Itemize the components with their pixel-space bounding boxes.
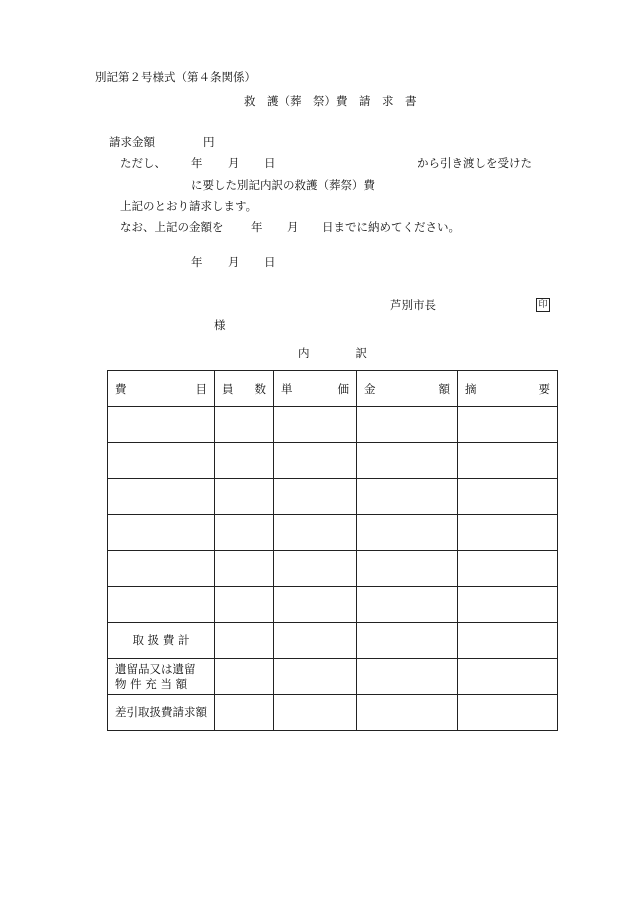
table-row: [108, 551, 558, 587]
mayor-title: 芦別市長: [390, 298, 436, 312]
payment-month: 月: [287, 220, 299, 234]
payment-prefix: なお、上記の金額を: [120, 220, 224, 234]
proviso-year: 年: [191, 156, 203, 170]
table-row: [108, 587, 558, 623]
payment-year: 年: [251, 220, 263, 234]
relic-offset-label: 遺留品又は遺留 物 件 充 当 額: [108, 659, 215, 695]
breakdown-table: [107, 370, 558, 731]
col-header-count: 員 数: [215, 371, 274, 407]
col-header-amount: 金 額: [357, 371, 458, 407]
col-header-item: 費 目: [108, 371, 215, 407]
handling-total-label: 取 扱 費 計: [108, 623, 215, 659]
proviso-day: 日: [264, 156, 276, 170]
relic-offset-row: [108, 659, 558, 695]
table-header-row: [108, 371, 558, 407]
table-row: [108, 407, 558, 443]
payment-suffix: 日までに納めてください。: [322, 220, 460, 234]
honorific-sama: 様: [214, 318, 226, 332]
cost-text: に要した別記内訳の救護（葬祭）費: [191, 178, 375, 192]
net-claim-row: [108, 695, 558, 731]
yen-unit: 円: [203, 135, 215, 149]
form-reference: 別記第２号様式（第４条関係）: [95, 70, 256, 84]
amount-label: 請求金額: [109, 135, 155, 149]
col-header-unit-price: 単 価: [274, 371, 357, 407]
col-header-remarks: 摘 要: [458, 371, 558, 407]
breakdown-heading: 内 訳: [298, 346, 367, 360]
date-day: 日: [264, 255, 276, 269]
seal-mark: 印: [536, 298, 550, 312]
request-line: 上記のとおり請求します。: [120, 199, 258, 213]
table-row: [108, 515, 558, 551]
net-claim-label: 差引取扱費請求額: [108, 695, 215, 731]
proviso-prefix: ただし、: [120, 156, 166, 170]
date-month: 月: [228, 255, 240, 269]
date-year: 年: [191, 255, 203, 269]
document-title: 救 護（葬 祭）費 請 求 書: [244, 94, 417, 108]
proviso-month: 月: [228, 156, 240, 170]
table-row: [108, 479, 558, 515]
table-row: [108, 443, 558, 479]
handling-total-row: [108, 623, 558, 659]
handover-text: から引き渡しを受けた: [417, 156, 532, 170]
